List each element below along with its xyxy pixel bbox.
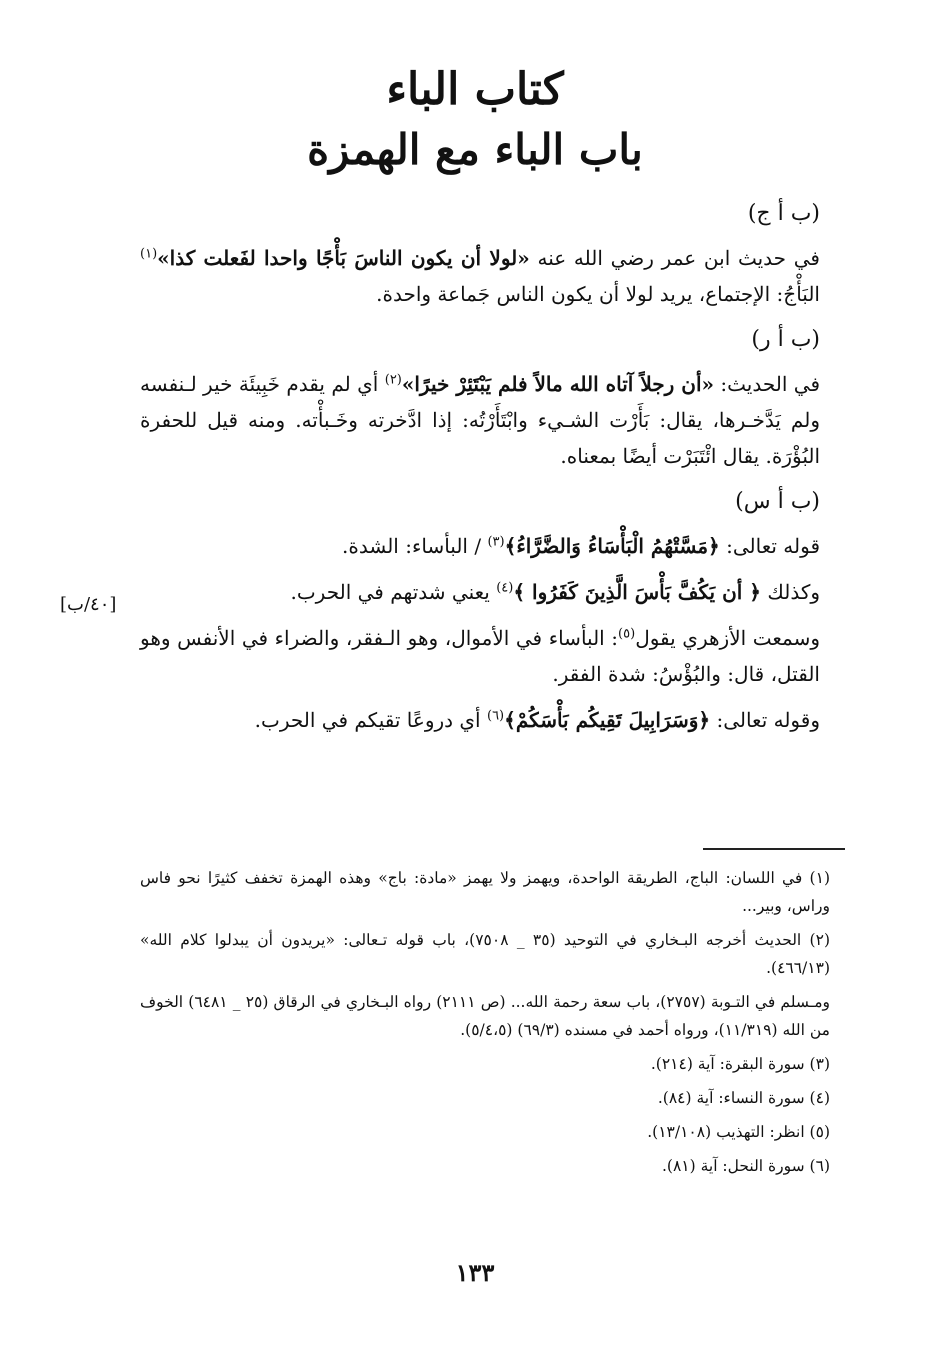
entry-heading: (ب أ ج) [747,201,820,226]
paragraph-text: في حديث ابن عمر رضي الله عنه [529,246,820,270]
page-number: ١٣٣ [455,1258,495,1287]
main-text [140,196,820,748]
entry-paragraph [140,620,820,692]
quran-verse: ﴿وَسَرَابِيلَ تَقِيكُم بَأْسَكُمْ﴾ [504,708,711,732]
footnote: (٤) سورة النساء: آية (٨٤). [657,1089,830,1107]
paragraph-text: قوله تعالى: [719,534,820,558]
paragraph-text: / البأساء: الشدة. [342,534,488,558]
entry-heading: (ب أ ر) [751,327,820,352]
entry-paragraph [140,240,820,312]
footnote: (٥) انظر: التهذيب (١٣/١٠٨). [647,1123,830,1141]
paragraph-text: وقوله تعالى: [710,708,820,732]
footnote-divider [703,848,845,850]
footnote: (٢) الحديث أخرجه البـخاري في التوحيد (٣٥ _ ٧٥٠٨)، باب قوله تـعالى: «يريدون أن يبدلوا كلام الله» (٤٦٦/١٣). [140,931,830,977]
footnote-ref: (٤) [496,580,514,596]
footnote: (١) في اللسان: الباج، الطريقة الواحدة، ويهمز ولا يهمز «مادة: باج» وهذه الهمزة تخفف كثيرًا نحو فاس وراس، وبير... [140,869,830,915]
footnote-ref: (٢) [384,372,402,388]
paragraph-text: وكذلك [761,580,820,604]
footnote: (٦) سورة النحل: آية (٨١). [661,1157,830,1175]
footnote-ref: (١) [140,246,158,262]
chapter-title: باب الباء مع الهمزة [307,125,643,174]
entry-paragraph [140,366,820,474]
footnote-ref: (٣) [487,534,505,550]
hadith-quote: «لولا أن يكون الناسَ بَأْجًا واحدا لفَعلت كذا» [157,246,530,270]
paragraph-text: يعني شدتهم في الحرب. [290,580,497,604]
footnote-ref: (٦) [486,708,505,724]
manuscript-folio-ref: [٤٠/ب] [60,594,117,615]
paragraph-text: في الحديث: [714,372,821,396]
entry-paragraph [140,574,820,610]
hadith-quote: «أن رجلاً آتاه الله مالاً فلم يَبْتَئِرْ خيرًا» [401,372,715,396]
paragraph-text: أي دروعًا تقيكم في الحرب. [254,708,487,732]
entry-paragraph [140,702,820,738]
paragraph-text: البَأْجُ: الإجتماع، يريد لولا أن يكون الناس جَماعة واحدة. [376,282,820,306]
paragraph-text: وسمعت الأزهري يقول [635,626,821,650]
paragraph-text: أي لم يقدم خَبِيئَة خير لـنفسه ولم يَدَّخـرها، يقال: بَأَرْت الشـيء وابْتَأَرْتُه: إذا ادَّخرته وخَـبأْته. ومنه قيل للحفرة البُؤْرَة. يقال ائْتَبَرْت أيضًا بمعناه. [140,372,820,468]
quran-verse: ﴿مَسَّتْهُمُ الْبَأْسَاءُ وَالضَّرَّاءُ﴾ [504,534,720,558]
entry-heading: (ب أ س) [735,489,820,514]
footnote: ومـسلم في التـوبة (٢٧٥٧)، باب سعة رحمة الله... (ص ٢١١١) رواه البـخاري في الرقاق (٢٥ _ ٦٤٨١) الخوف من الله (١١/٣١٩)، ورواه أحمد في مسنده (٦٩/٣) (٥/٤،٥). [140,993,830,1039]
book-title: كتاب الباء [386,64,564,115]
footnote-ref: (٥) [618,626,636,642]
entry-paragraph [140,528,820,564]
paragraph-text: : البأساء في الأموال، وهو الـفقر، والضراء في الأنفس وهو القتل، قال: والبُؤْسُ: شدة الفقر. [140,626,820,686]
quran-verse: ﴿ أن يَكُفَّ بَأْسَ الَّذِينَ كَفَرُوا ﴾ [513,580,762,604]
footnotes [140,864,830,1186]
footnote: (٣) سورة البقرة: آية (٢١٤). [650,1055,830,1073]
